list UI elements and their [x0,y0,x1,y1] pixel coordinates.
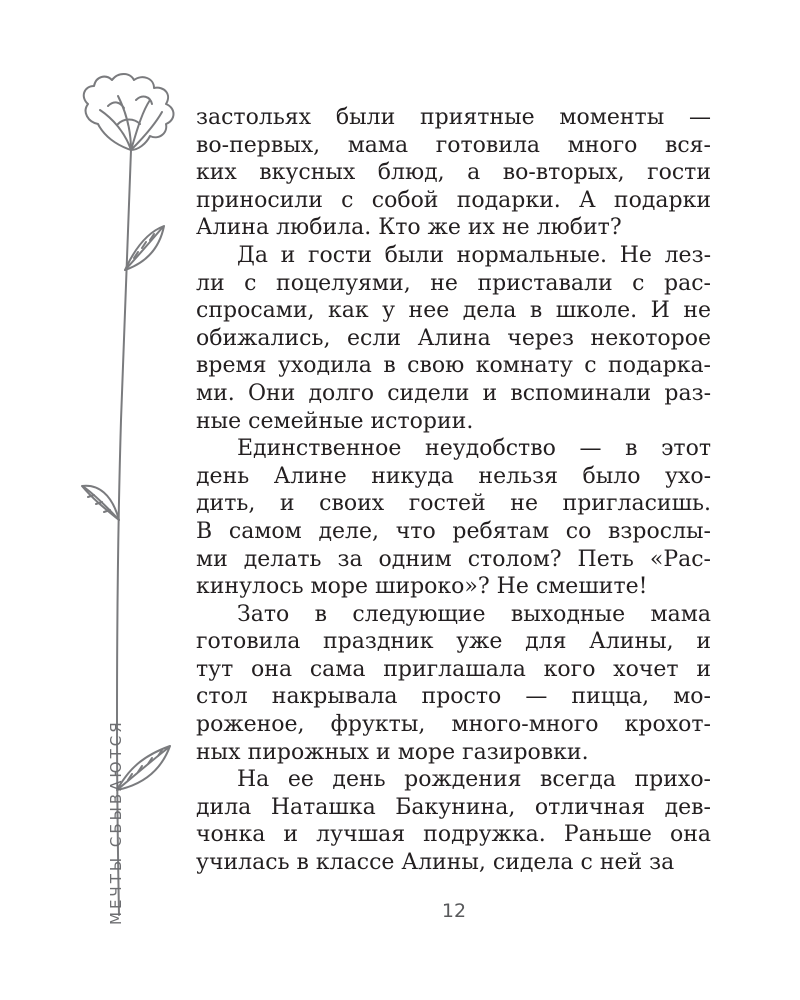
text-line: спросами, как у нее дела в школе. И не [196,298,711,324]
text-line: В самом деле, что ребятам со взрослы- [196,518,711,544]
text-line: чонка и лучшая подружка. Раньше она [196,822,711,848]
text-line: роженое, фрукты, много-много крохот- [196,712,711,738]
text-line: Зато в следующие выходные мама [237,601,711,627]
flower-head [84,74,174,150]
text-line: обижались, если Алина через некоторое [196,325,711,351]
text-line: ми делать за одним столом? Петь «Рас- [196,546,711,572]
text-line: ные семейные истории. [196,408,474,434]
text-line: приносили с собой подарки. А подарки [196,187,711,213]
text-line: кинулось море широко»? Не смешите! [196,574,648,600]
text-line: день Алине никуда нельзя было ухо- [196,463,711,489]
paragraph [196,601,711,767]
text-line: ми. Они долго сидели и вспоминали раз- [196,380,711,406]
text-line: дить, и своих гостей не пригласишь. [196,491,711,517]
text-line: дила Наташка Бакунина, отличная дев- [196,794,711,820]
paragraph [196,435,711,601]
text-line: во-первых, мама готовила много вся- [196,132,711,158]
text-line: время уходила в свою комнату с подарка- [196,353,711,379]
text-line: Единственное неудобство — в этот [237,436,711,462]
paragraph [196,104,711,242]
text-line: училась в классе Алины, сидела с ней за [196,850,675,876]
text-line: тут она сама приглашала кого хочет и [196,656,711,682]
text-line: ли с поцелуями, не приставали с рас- [196,270,711,296]
text-line: ких вкусных блюд, а во-вторых, гости [196,160,711,186]
text-line: стол накрывала просто — пицца, мо- [196,684,711,710]
text-line: На ее день рождения всегда прихо- [237,767,711,793]
running-title: МЕЧТЫ СБЫВАЮТСЯ [107,719,125,925]
text-line: ных пирожных и море газировки. [196,739,589,765]
paragraph [196,242,711,435]
body-text [196,104,711,877]
text-line: Да и гости были нормальные. Не лез- [237,242,711,268]
page-number: 12 [441,900,467,922]
text-line: готовила праздник уже для Алины, и [196,629,711,655]
text-line: застольях были приятные моменты — [196,105,711,130]
text-line: Алина любила. Кто же их не любит? [196,215,622,241]
paragraph [196,766,711,876]
